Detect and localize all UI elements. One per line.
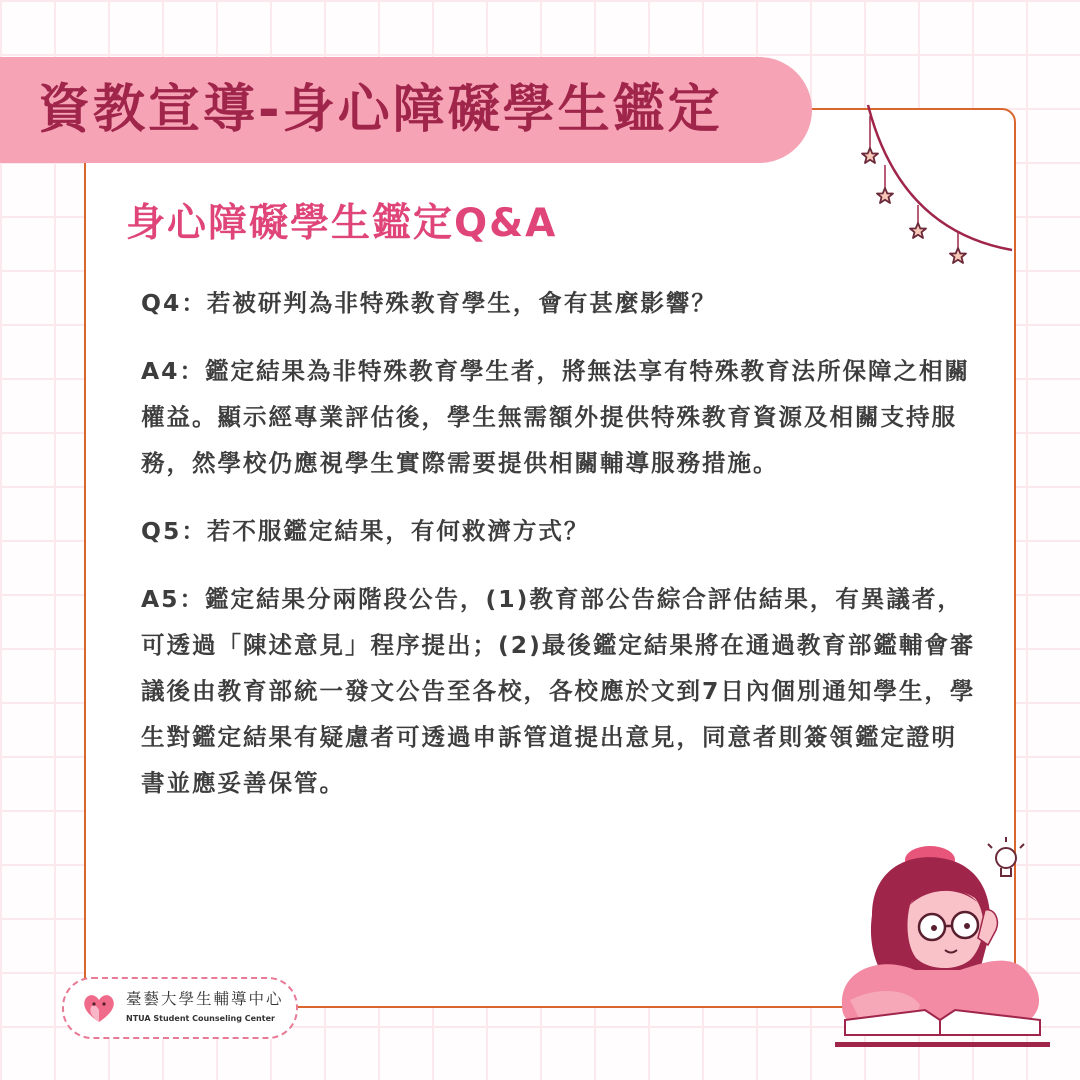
reading-girl-illustration [820,820,1070,1060]
star-garland-icon [840,100,1030,280]
section-title: 身心障礙學生鑑定Q&A [126,201,558,246]
page-title: 資教宣導-身心障礙學生鑑定 [38,80,723,140]
question-5: Q5：若不服鑑定結果，有何救濟方式？ [141,517,590,545]
heart-logo-icon [82,992,116,1024]
answer-5: A5：鑑定結果分兩階段公告，(1)教育部公告綜合評估結果，有異議者，可透過「陳述意見」程序提出；(2)最後鑑定結果將在通過教育部鑑輔會審議後由教育部統一發文公告至各校，各校應於文到7日內個別通知學生，學生對鑑定結果有疑慮者可透過申訴管道提出意見，同意者則簽領鑑定證明書並應妥善保管。 [141,585,976,797]
lightbulb-icon [988,837,1024,876]
question-4: Q4：若被研判為非特殊教育學生，會有甚麼影響？ [141,289,717,317]
counseling-center-logo [62,977,298,1039]
answer-4: A4：鑑定結果為非特殊教育學生者，將無法享有特殊教育法所保障之相關權益。顯示經專業評估後，學生無需額外提供特殊教育資源及相關支持服務，然學校仍應視學生實際需要提供相關輔導服務措施。 [141,357,971,477]
logo-name-en: NTUA Student Counseling Center [126,1014,275,1023]
qa-content [141,280,981,828]
title-banner [0,57,812,163]
logo-name-cn: 臺藝大學生輔導中心 [126,990,284,1008]
